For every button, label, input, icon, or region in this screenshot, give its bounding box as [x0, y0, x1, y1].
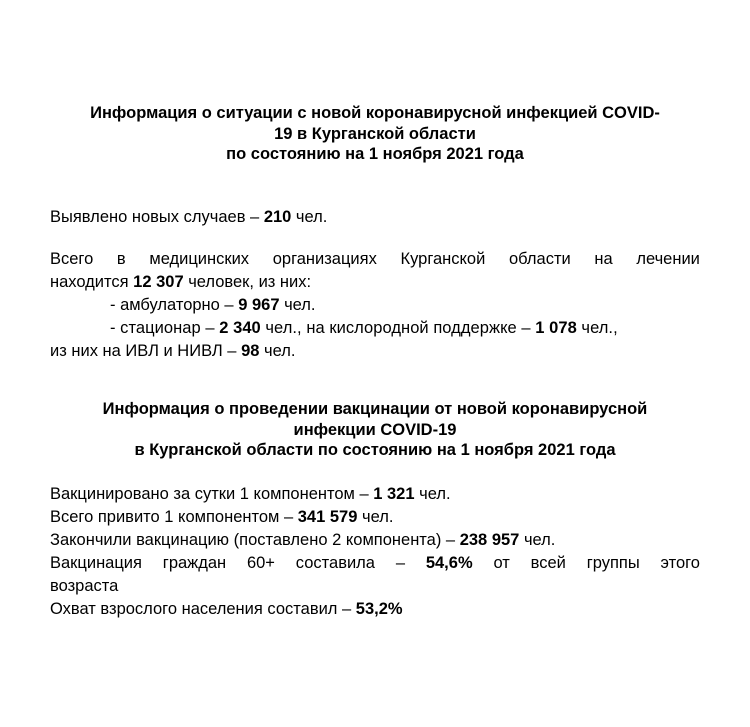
treatment-line2 — [50, 271, 700, 294]
outpatient-label: - амбулаторно – — [110, 296, 239, 314]
new-cases-label: Выявлено новых случаев – — [50, 208, 264, 226]
word: составила — [295, 554, 375, 572]
covid-heading-line3: по состоянию на 1 ноября 2021 года — [226, 145, 524, 163]
inpatient-line — [50, 317, 700, 340]
ventilation-unit: чел. — [259, 342, 296, 360]
oxygen-value: 1 078 — [535, 319, 577, 337]
word: области — [509, 250, 571, 268]
seniors-value: 54,6% — [425, 554, 473, 572]
seniors-line2: возраста — [50, 577, 119, 595]
new-cases-unit: чел. — [291, 208, 328, 226]
ventilation-label: из них на ИВЛ и НИВЛ – — [50, 342, 242, 360]
vaccination-stats — [50, 483, 700, 621]
word: группы — [586, 554, 640, 572]
seniors-line1 — [50, 552, 700, 575]
word: – — [395, 554, 405, 572]
vaccination-heading — [50, 399, 700, 461]
new-cases-value: 210 — [263, 208, 292, 226]
ventilation-value: 98 — [241, 342, 260, 360]
daily-first-label: Вакцинировано за сутки 1 компонентом – — [50, 485, 374, 503]
word: граждан — [162, 554, 227, 572]
treatment-suffix: человек, из них: — [183, 273, 312, 291]
total-first-value: 341 579 — [297, 508, 358, 526]
adult-coverage-line — [50, 598, 700, 621]
completed-label: Закончили вакцинацию (поставлено 2 компонента) – — [50, 531, 460, 549]
new-cases-paragraph — [50, 206, 700, 229]
total-first-dose-line — [50, 506, 700, 529]
word: медицинских — [149, 250, 250, 268]
treatment-prefix: находится — [50, 273, 134, 291]
daily-first-unit: чел. — [414, 485, 451, 503]
vaccination-heading-line2: инфекции COVID-19 — [293, 420, 457, 439]
total-first-unit: чел. — [357, 508, 394, 526]
ventilation-line — [50, 340, 700, 363]
completed-vaccination-line — [50, 529, 700, 552]
outpatient-value: 9 967 — [238, 296, 280, 314]
outpatient-line — [50, 294, 700, 317]
inpatient-label: - стационар – — [110, 319, 220, 337]
oxygen-label: чел., на кислородной поддержке – — [260, 319, 536, 337]
word: в — [116, 250, 126, 268]
vaccination-heading-line1: Информация о проведении вакцинации от новой коронавирусной — [102, 400, 648, 418]
adult-coverage-label: Охват взрослого населения составил – — [50, 600, 356, 618]
word: Всего — [50, 250, 94, 268]
oxygen-unit: чел., — [576, 319, 618, 337]
completed-value: 238 957 — [459, 531, 520, 549]
total-first-label: Всего привито 1 компонентом – — [50, 508, 298, 526]
daily-first-value: 1 321 — [373, 485, 415, 503]
treatment-line1 — [50, 248, 700, 271]
word: Вакцинация — [50, 554, 142, 572]
covid-heading-line2: 19 в Курганской области — [274, 124, 476, 143]
inpatient-value: 2 340 — [219, 319, 261, 337]
word: лечении — [636, 250, 700, 268]
covid-heading-line1: Информация о ситуации с новой коронавирусной инфекцией COVID- — [90, 104, 660, 122]
word: всей — [530, 554, 566, 572]
word: Курганской — [400, 250, 486, 268]
word: этого — [660, 554, 700, 572]
adult-coverage-value: 53,2% — [355, 600, 403, 618]
completed-unit: чел. — [519, 531, 556, 549]
outpatient-unit: чел. — [279, 296, 316, 314]
vaccination-heading-line3: в Курганской области по состоянию на 1 ноября 2021 года — [134, 441, 616, 459]
treatment-total: 12 307 — [133, 273, 184, 291]
word: от — [493, 554, 510, 572]
word: организациях — [272, 250, 377, 268]
covid-heading — [50, 103, 700, 165]
word: на — [594, 250, 613, 268]
word: 60+ — [246, 554, 275, 572]
treatment-paragraph — [50, 248, 700, 363]
daily-first-dose-line — [50, 483, 700, 506]
